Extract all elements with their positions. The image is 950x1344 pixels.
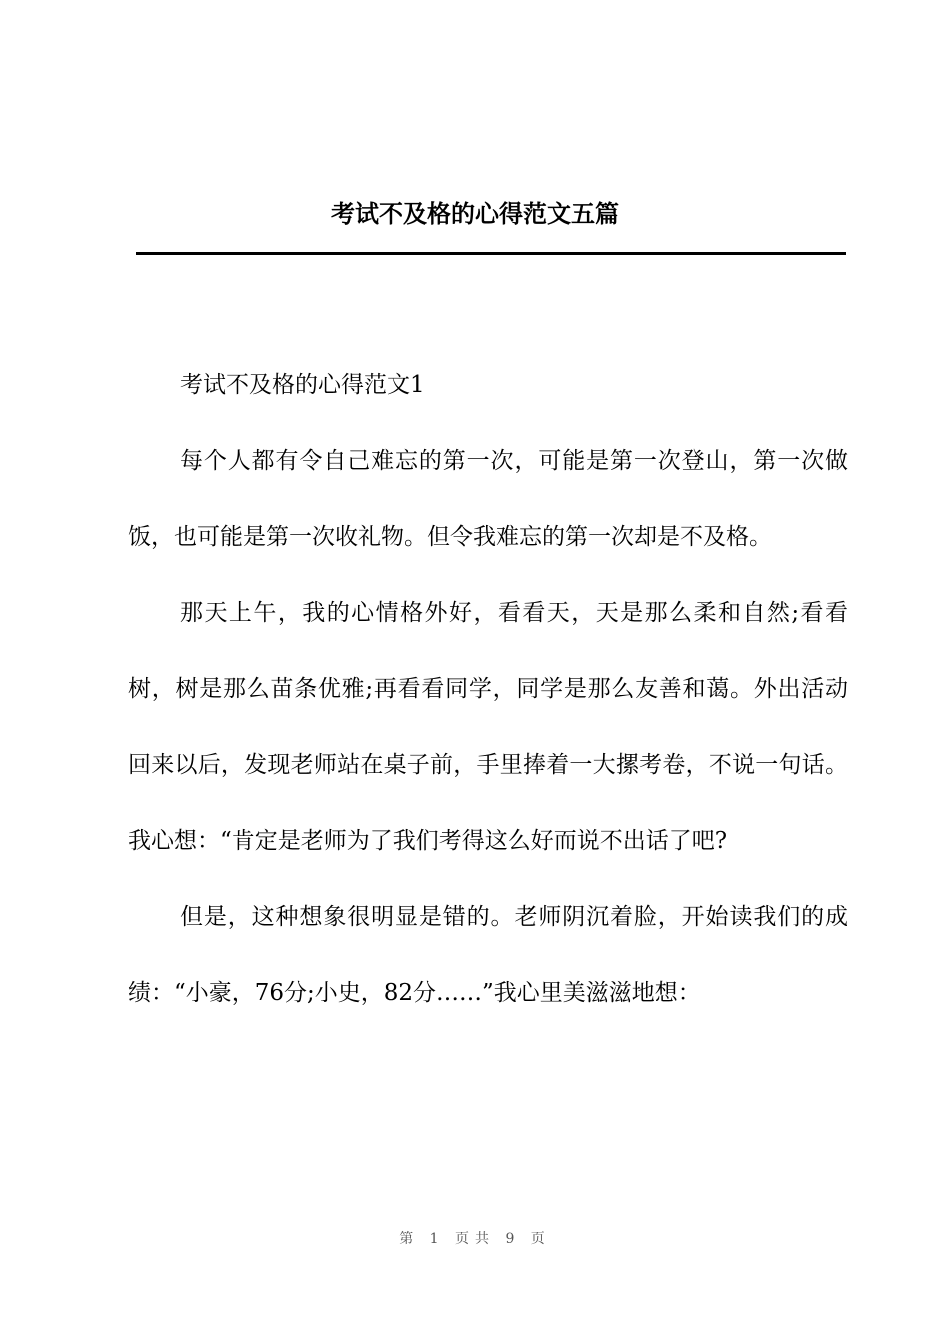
paragraph: 但是，这种想象很明显是错的。老师阴沉着脸，开始读我们的成绩：“小豪，76分;小史，82分……”我心里美滋滋地想： [128,904,848,1006]
page-footer: 第 1 页共 9 页 [399,1231,551,1247]
paragraph: 每个人都有令自己难忘的第一次，可能是第一次登山，第一次做饭，也可能是第一次收礼物。但令我难忘的第一次却是不及格。 [128,448,848,550]
title-divider [136,252,846,255]
document-title: 考试不及格的心得范文五篇 [331,199,619,228]
paragraph: 那天上午，我的心情格外好，看看天，天是那么柔和自然;看看树，树是那么苗条优雅;再看看同学，同学是那么友善和蔼。外出活动回来以后，发现老师站在桌子前，手里捧着一大摞考卷，不说一句话。我心想：“肯定是老师为了我们考得这么好而说不出话了吧? [128,600,848,854]
document-body [128,347,848,1031]
section-heading: 考试不及格的心得范文1 [180,372,425,398]
